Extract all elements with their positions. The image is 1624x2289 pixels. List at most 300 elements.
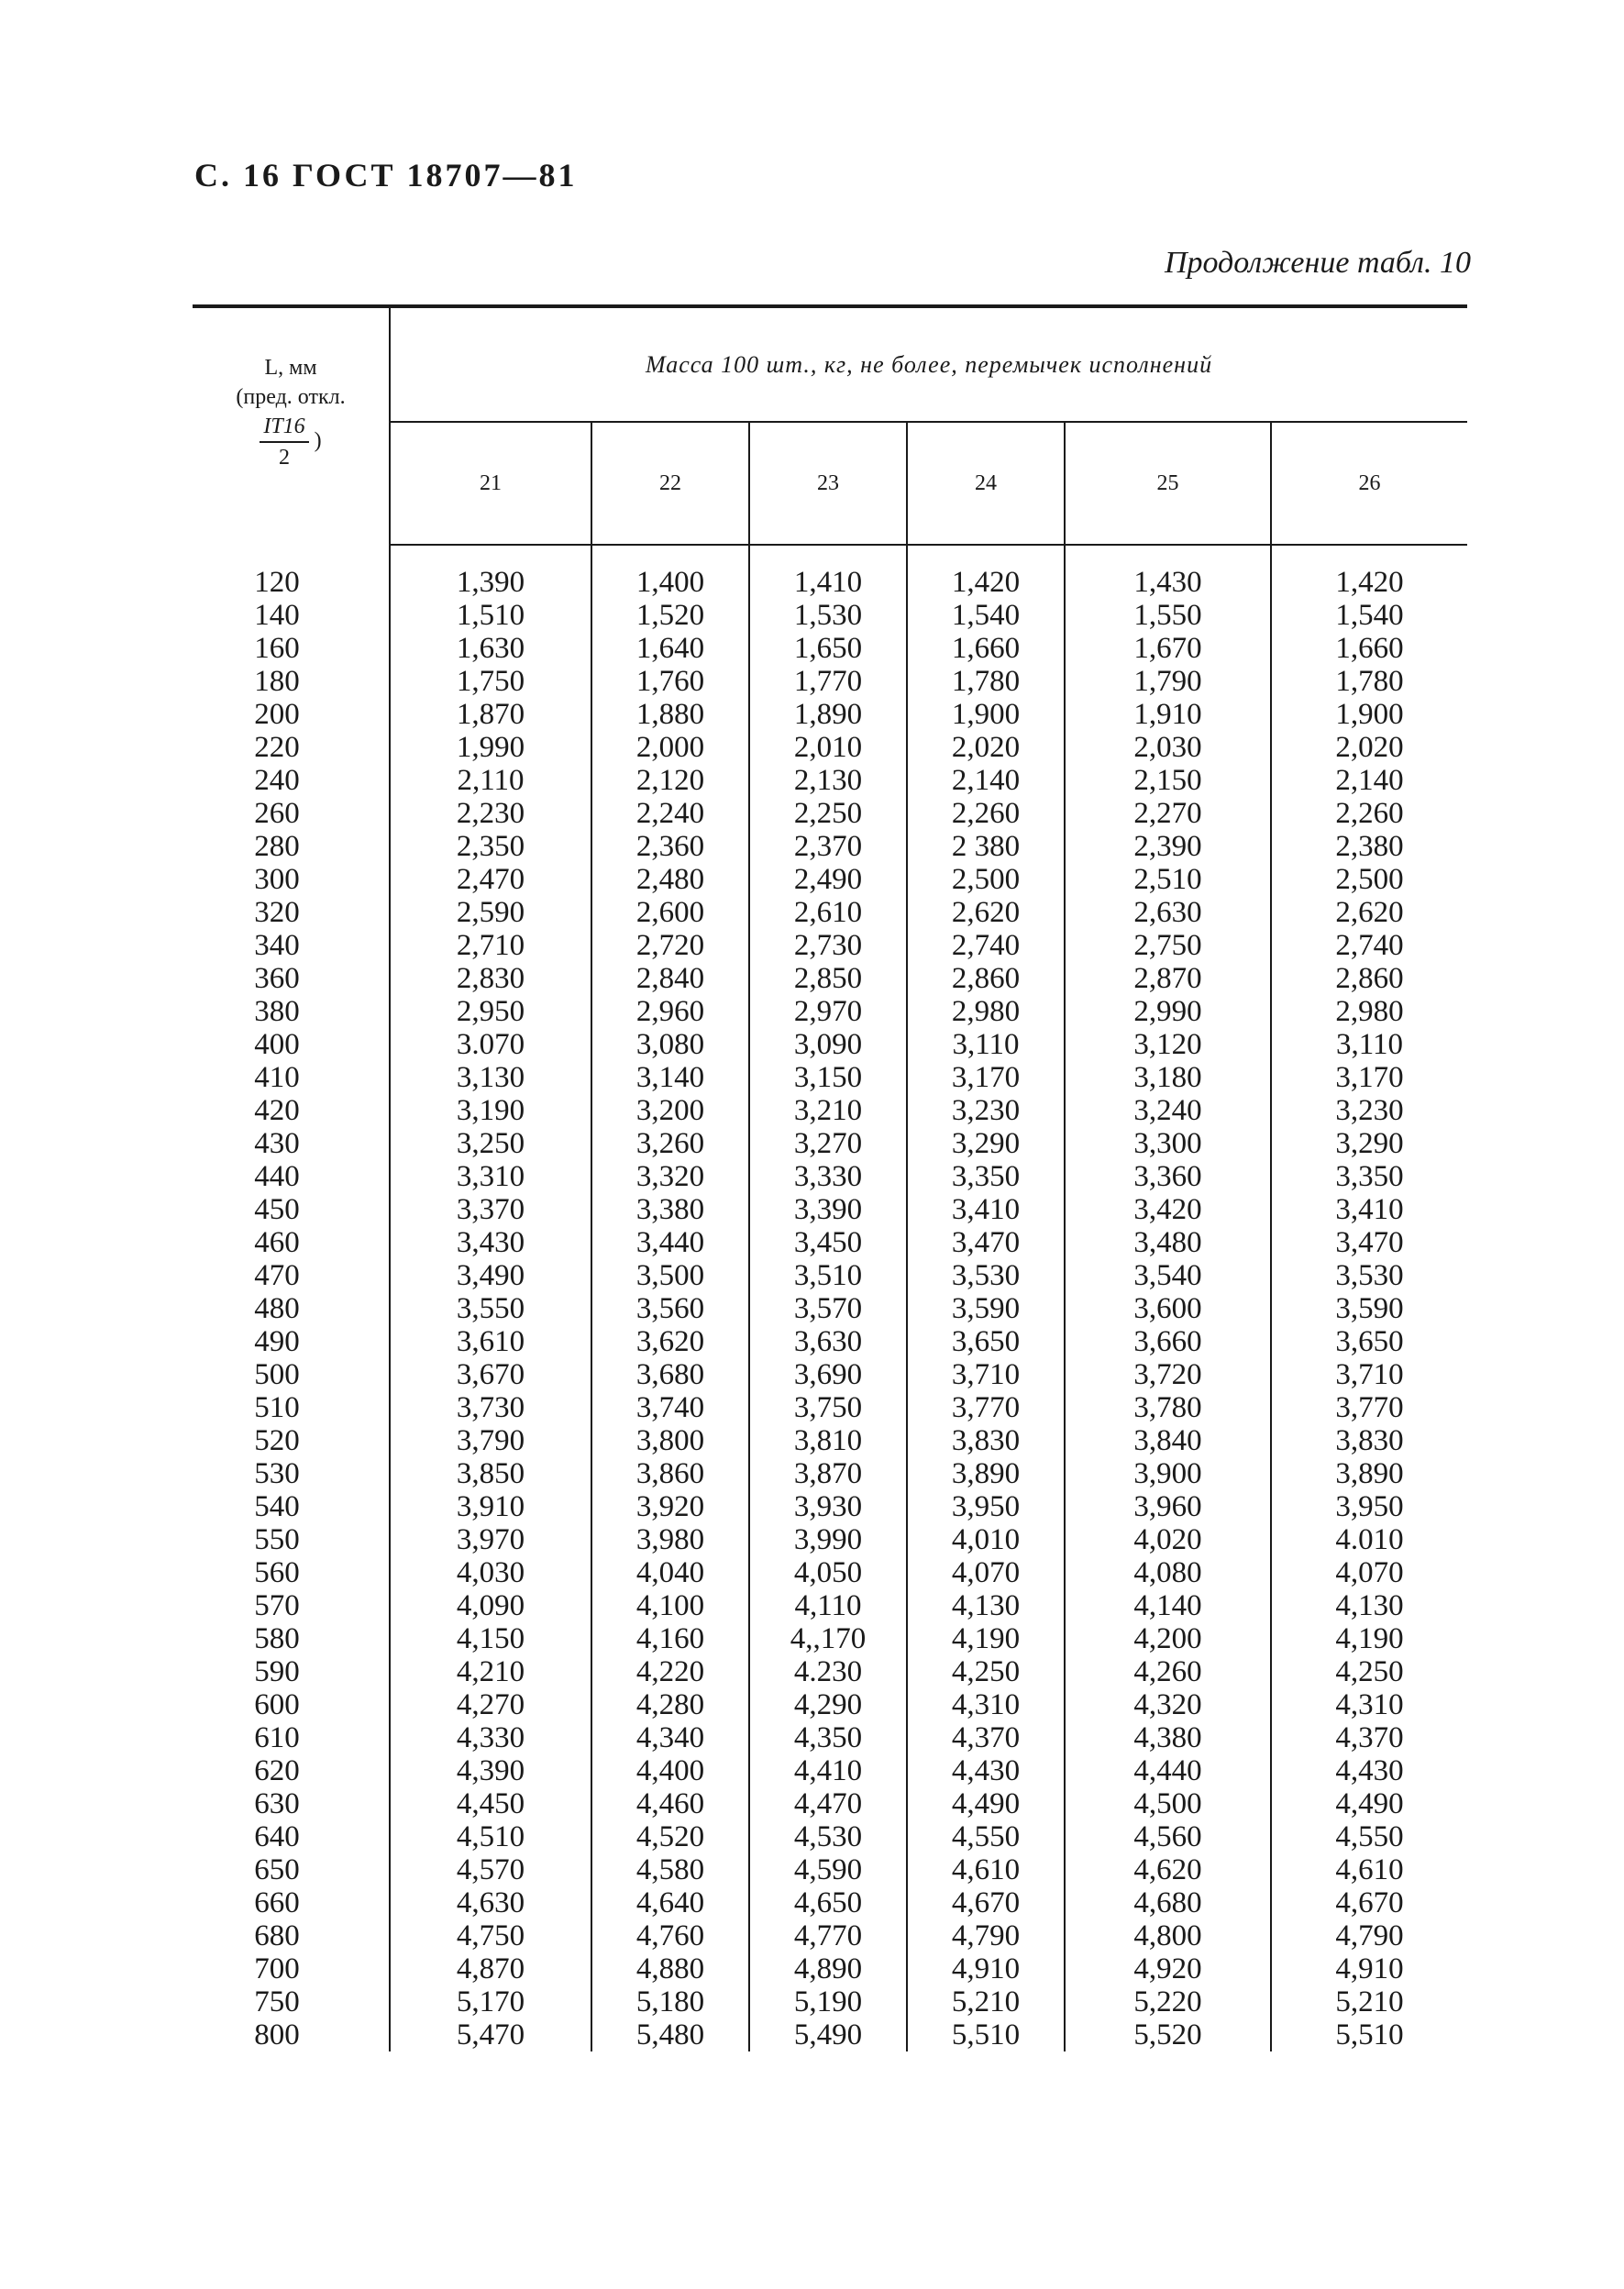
mass-cell: 5,220 — [1065, 1985, 1271, 2018]
table-row — [193, 1358, 1467, 1391]
mass-cell: 3,210 — [749, 1094, 907, 1127]
mass-cell: 4,400 — [591, 1754, 749, 1787]
mass-cell: 5,180 — [591, 1985, 749, 2018]
row-length-cell: 480 — [193, 1292, 390, 1325]
table-row — [193, 995, 1467, 1028]
mass-cell: 3,740 — [591, 1391, 749, 1424]
mass-cell: 3,650 — [907, 1325, 1065, 1358]
mass-cell: 3,690 — [749, 1358, 907, 1391]
mass-cell: 2,510 — [1065, 863, 1271, 896]
table-row — [193, 1457, 1467, 1490]
table-row — [193, 1490, 1467, 1523]
mass-cell: 2,730 — [749, 929, 907, 962]
mass-cell: 3,270 — [749, 1127, 907, 1160]
column-header-21: 21 — [390, 422, 591, 545]
row-length-cell: 180 — [193, 665, 390, 698]
mass-cell: 4,080 — [1065, 1556, 1271, 1589]
mass-cell: 1,430 — [1065, 566, 1271, 599]
mass-cell: 4,370 — [1335, 1721, 1404, 1754]
row-length-cell: 600 — [193, 1688, 390, 1721]
mass-cell: 3,830 — [1335, 1424, 1404, 1457]
mass-cell: 4,870 — [390, 1952, 591, 1985]
row-length-cell: 340 — [193, 929, 390, 962]
mass-cell: 2,830 — [390, 962, 591, 995]
mass-cell: 3,260 — [591, 1127, 749, 1160]
mass-cell: 3,490 — [390, 1259, 591, 1292]
mass-cell: 2,870 — [1065, 962, 1271, 995]
mass-cell: 1,770 — [749, 665, 907, 698]
table-row — [193, 1061, 1467, 1094]
table-row — [193, 1787, 1467, 1820]
mass-cell: 3,430 — [390, 1226, 591, 1259]
mass-cell: 2,030 — [1065, 731, 1271, 764]
table-row — [193, 1292, 1467, 1325]
table-row — [193, 566, 1467, 599]
mass-cell: 2,270 — [1065, 797, 1271, 830]
mass-cell: 2,590 — [390, 896, 591, 929]
table-row — [193, 1193, 1467, 1226]
row-length-cell: 430 — [193, 1127, 390, 1160]
mass-cell: 3,330 — [749, 1160, 907, 1193]
mass-cell: 4,610 — [907, 1853, 1065, 1886]
mass-cell: 4,320 — [1065, 1688, 1271, 1721]
mass-cell: 4,,170 — [749, 1622, 907, 1655]
mass-cell: 2,140 — [1335, 764, 1404, 797]
mass-cell: 3,960 — [1065, 1490, 1271, 1523]
mass-cell: 4,040 — [591, 1556, 749, 1589]
mass-cell: 1,880 — [591, 698, 749, 731]
row-length-cell: 530 — [193, 1457, 390, 1490]
mass-cell: 3,890 — [907, 1457, 1065, 1490]
row-length-cell: 260 — [193, 797, 390, 830]
mass-cell: 3,780 — [1065, 1391, 1271, 1424]
mass-cell: 1,640 — [591, 632, 749, 665]
row-length-cell: 640 — [193, 1820, 390, 1853]
row-length-cell: 560 — [193, 1556, 390, 1589]
mass-cell: 3,470 — [1335, 1226, 1404, 1259]
mass-cell: 2,500 — [907, 863, 1065, 896]
mass-cell: 2,740 — [907, 929, 1065, 962]
row-length-cell: 200 — [193, 698, 390, 731]
mass-cell: 4,630 — [390, 1886, 591, 1919]
mass-cell: 1,420 — [1335, 566, 1404, 599]
table-row — [193, 599, 1467, 632]
row-length-cell: 120 — [193, 566, 390, 599]
row-length-cell: 300 — [193, 863, 390, 896]
mass-cell: 5,190 — [749, 1985, 907, 2018]
mass-cell: 2,980 — [907, 995, 1065, 1028]
mass-cell: 4,340 — [591, 1721, 749, 1754]
table-row — [193, 1424, 1467, 1457]
mass-cell: 3,770 — [1335, 1391, 1404, 1424]
mass-cell: 4,790 — [1335, 1919, 1404, 1952]
mass-cell: 4,390 — [390, 1754, 591, 1787]
mass-cell: 1,870 — [390, 698, 591, 731]
mass-cell: 5,210 — [907, 1985, 1065, 2018]
mass-cell: 3,750 — [749, 1391, 907, 1424]
mass-cell: 2,470 — [390, 863, 591, 896]
mass-cell: 1,550 — [1065, 599, 1271, 632]
row-length-cell: 510 — [193, 1391, 390, 1424]
mass-cell: 1,900 — [907, 698, 1065, 731]
row-length-cell: 570 — [193, 1589, 390, 1622]
table-row — [193, 1919, 1467, 1952]
mass-cell: 4,450 — [390, 1787, 591, 1820]
mass-cell: 3,150 — [749, 1061, 907, 1094]
row-length-cell: 550 — [193, 1523, 390, 1556]
mass-cell: 3,370 — [390, 1193, 591, 1226]
table-row — [193, 1655, 1467, 1688]
mass-cell: 4,030 — [390, 1556, 591, 1589]
row-length-cell: 800 — [193, 2018, 390, 2051]
mass-cell: 4,920 — [1065, 1952, 1271, 1985]
mass-cell: 3,380 — [591, 1193, 749, 1226]
mass-cell: 1,540 — [907, 599, 1065, 632]
mass-cell: 3,360 — [1065, 1160, 1271, 1193]
table-row — [193, 929, 1467, 962]
mass-cell: 2,000 — [591, 731, 749, 764]
mass-cell: 4,270 — [390, 1688, 591, 1721]
mass-cell: 4,550 — [907, 1820, 1065, 1853]
mass-cell: 2,260 — [907, 797, 1065, 830]
row-length-cell: 590 — [193, 1655, 390, 1688]
mass-cell: 2,240 — [591, 797, 749, 830]
mass-cell: 3,530 — [907, 1259, 1065, 1292]
table-row — [193, 1556, 1467, 1589]
mass-cell: 4,130 — [907, 1589, 1065, 1622]
mass-cell: 3,570 — [749, 1292, 907, 1325]
table-row — [193, 1325, 1467, 1358]
mass-cell: 3,730 — [390, 1391, 591, 1424]
mass-cell: 1,540 — [1335, 599, 1404, 632]
row-length-cell: 700 — [193, 1952, 390, 1985]
mass-cell: 3,590 — [1335, 1292, 1404, 1325]
mass-cell: 3,530 — [1335, 1259, 1404, 1292]
mass-cell: 5,490 — [749, 2018, 907, 2051]
mass-cell: 3,650 — [1335, 1325, 1404, 1358]
row-length-cell: 440 — [193, 1160, 390, 1193]
mass-cell: 1,630 — [390, 632, 591, 665]
mass-cell: 3,300 — [1065, 1127, 1271, 1160]
mass-cell: 5,470 — [390, 2018, 591, 2051]
mass-cell: 3,200 — [591, 1094, 749, 1127]
mass-cell: 2,620 — [907, 896, 1065, 929]
row-length-cell: 680 — [193, 1919, 390, 1952]
mass-cell: 3,900 — [1065, 1457, 1271, 1490]
mass-cell: 3,450 — [749, 1226, 907, 1259]
mass-cell: 2,960 — [591, 995, 749, 1028]
row-length-cell: 450 — [193, 1193, 390, 1226]
mass-cell: 4,310 — [1335, 1688, 1404, 1721]
mass-cell: 4,190 — [907, 1622, 1065, 1655]
mass-cell: 3,830 — [907, 1424, 1065, 1457]
row-length-cell: 630 — [193, 1787, 390, 1820]
mass-cell: 3,110 — [1336, 1028, 1404, 1061]
mass-cell: 4,460 — [591, 1787, 749, 1820]
mass-cell: 2,140 — [907, 764, 1065, 797]
mass-cell: 4,020 — [1065, 1523, 1271, 1556]
mass-cell: 1,660 — [907, 632, 1065, 665]
table-row — [193, 632, 1467, 665]
mass-cell: 3,110 — [907, 1028, 1065, 1061]
spacer-cell — [193, 545, 390, 566]
mass-cell: 4,770 — [749, 1919, 907, 1952]
mass-cell: 4,090 — [390, 1589, 591, 1622]
table-row — [193, 764, 1467, 797]
mass-cell: 1,420 — [907, 566, 1065, 599]
mass-cell: 3,610 — [390, 1325, 591, 1358]
mass-cell: 2,840 — [591, 962, 749, 995]
mass-cell: 3,290 — [907, 1127, 1065, 1160]
row-length-cell: 520 — [193, 1424, 390, 1457]
stub-header-fraction — [260, 412, 308, 472]
table-row — [193, 863, 1467, 896]
mass-cell: 3,410 — [907, 1193, 1065, 1226]
row-length-cell: 320 — [193, 896, 390, 929]
mass-cell: 1,390 — [390, 566, 591, 599]
row-length-cell: 280 — [193, 830, 390, 863]
mass-cell: 4,590 — [749, 1853, 907, 1886]
column-header-24: 24 — [907, 422, 1065, 545]
mass-cell: 2,620 — [1335, 896, 1404, 929]
mass-cell: 3,390 — [749, 1193, 907, 1226]
mass-cell: 1,760 — [591, 665, 749, 698]
row-length-cell: 160 — [193, 632, 390, 665]
mass-cell: 4,140 — [1065, 1589, 1271, 1622]
mass-cell: 4,290 — [749, 1688, 907, 1721]
mass-cell: 3,140 — [591, 1061, 749, 1094]
mass-cell: 4,490 — [907, 1787, 1065, 1820]
row-length-cell: 620 — [193, 1754, 390, 1787]
mass-cell: 2,120 — [591, 764, 749, 797]
mass-cell: 4.230 — [749, 1655, 907, 1688]
mass-cell: 3,630 — [749, 1325, 907, 1358]
mass-cell: 4,670 — [1335, 1886, 1404, 1919]
table-row — [193, 1094, 1467, 1127]
stub-header-line2: (пред. откл. — [236, 385, 346, 409]
mass-cell: 3,710 — [907, 1358, 1065, 1391]
mass-cell: 3,990 — [749, 1523, 907, 1556]
table-row — [193, 1853, 1467, 1886]
mass-cell: 1,510 — [390, 599, 591, 632]
mass-cell: 2,010 — [749, 731, 907, 764]
mass-cell: 3,540 — [1065, 1259, 1271, 1292]
mass-cell: 2,110 — [390, 764, 591, 797]
mass-cell: 4,430 — [1335, 1754, 1404, 1787]
mass-cell: 1,750 — [390, 665, 591, 698]
mass-cell: 3,910 — [390, 1490, 591, 1523]
mass-cell: 4,550 — [1335, 1820, 1404, 1853]
mass-cell: 4.010 — [1335, 1523, 1404, 1556]
mass-cell: 2,360 — [591, 830, 749, 863]
mass-cell: 2 380 — [907, 830, 1065, 863]
table-row — [193, 731, 1467, 764]
column-header-26: 26 — [1271, 422, 1467, 545]
mass-cell: 3,810 — [749, 1424, 907, 1457]
mass-table-container — [193, 304, 1467, 2051]
mass-cell: 2,950 — [390, 995, 591, 1028]
stub-header — [193, 306, 390, 545]
mass-cell: 1,910 — [1065, 698, 1271, 731]
mass-cell: 4,200 — [1065, 1622, 1271, 1655]
mass-cell: 4,510 — [390, 1820, 591, 1853]
mass-cell: 1,670 — [1065, 632, 1271, 665]
spacer-cell — [1271, 545, 1467, 566]
mass-cell: 3,680 — [591, 1358, 749, 1391]
mass-cell: 4,500 — [1065, 1787, 1271, 1820]
table-row — [193, 1523, 1467, 1556]
column-header-25: 25 — [1065, 422, 1271, 545]
row-length-cell: 360 — [193, 962, 390, 995]
mass-cell: 4,470 — [749, 1787, 907, 1820]
mass-cell: 2,380 — [1335, 830, 1404, 863]
table-row — [193, 1952, 1467, 1985]
table-row — [193, 1688, 1467, 1721]
mass-cell: 3,350 — [1335, 1160, 1404, 1193]
row-length-cell: 660 — [193, 1886, 390, 1919]
mass-cell: 4,010 — [907, 1523, 1065, 1556]
mass-cell: 1,530 — [749, 599, 907, 632]
table-row — [193, 830, 1467, 863]
mass-cell: 4,110 — [749, 1589, 907, 1622]
mass-cell: 2,480 — [591, 863, 749, 896]
mass-cell: 4,800 — [1065, 1919, 1271, 1952]
mass-cell: 4,890 — [749, 1952, 907, 1985]
table-row — [193, 797, 1467, 830]
table-row — [193, 1886, 1467, 1919]
table-row — [193, 2018, 1467, 2051]
mass-cell: 5,520 — [1065, 2018, 1271, 2051]
mass-cell: 1,790 — [1065, 665, 1271, 698]
row-length-cell: 410 — [193, 1061, 390, 1094]
mass-cell: 1,780 — [907, 665, 1065, 698]
row-length-cell: 460 — [193, 1226, 390, 1259]
mass-cell: 4,310 — [907, 1688, 1065, 1721]
mass-cell: 4,880 — [591, 1952, 749, 1985]
mass-cell: 3,710 — [1335, 1358, 1404, 1391]
mass-cell: 1,650 — [749, 632, 907, 665]
mass-cell: 2,720 — [591, 929, 749, 962]
mass-cell: 3,870 — [749, 1457, 907, 1490]
mass-cell: 3,600 — [1065, 1292, 1271, 1325]
mass-cell: 2,740 — [1335, 929, 1404, 962]
mass-cell: 4,610 — [1335, 1853, 1404, 1886]
stub-header-fraction-denominator: 2 — [279, 446, 290, 470]
mass-cell: 4,670 — [907, 1886, 1065, 1919]
mass-cell: 3,770 — [907, 1391, 1065, 1424]
row-length-cell: 470 — [193, 1259, 390, 1292]
mass-cell: 4,580 — [591, 1853, 749, 1886]
mass-cell: 5,510 — [907, 2018, 1065, 2051]
mass-cell: 4,070 — [1335, 1556, 1404, 1589]
mass-cell: 3,170 — [907, 1061, 1065, 1094]
mass-cell: 3,980 — [591, 1523, 749, 1556]
mass-cell: 3,180 — [1065, 1061, 1271, 1094]
mass-cell: 2,130 — [749, 764, 907, 797]
mass-cell: 3,670 — [390, 1358, 591, 1391]
table-spacer-row — [193, 545, 1467, 566]
row-length-cell: 400 — [193, 1028, 390, 1061]
mass-cell: 4,380 — [1065, 1721, 1271, 1754]
mass-cell: 4,640 — [591, 1886, 749, 1919]
mass-cell: 3,590 — [907, 1292, 1065, 1325]
column-header-22: 22 — [591, 422, 749, 545]
mass-cell: 3,170 — [1335, 1061, 1404, 1094]
column-header-23: 23 — [749, 422, 907, 545]
mass-cell: 4,250 — [1335, 1655, 1404, 1688]
row-length-cell: 750 — [193, 1985, 390, 2018]
mass-cell: 3,480 — [1065, 1226, 1271, 1259]
table-row — [193, 665, 1467, 698]
row-length-cell: 240 — [193, 764, 390, 797]
mass-cell: 3,920 — [591, 1490, 749, 1523]
row-length-cell: 650 — [193, 1853, 390, 1886]
table-body — [193, 545, 1467, 2051]
mass-cell: 2,630 — [1065, 896, 1271, 929]
mass-cell: 4,910 — [1335, 1952, 1404, 1985]
mass-cell: 2,610 — [749, 896, 907, 929]
mass-cell: 5,510 — [1335, 2018, 1404, 2051]
table-row — [193, 1721, 1467, 1754]
mass-cell: 3,310 — [390, 1160, 591, 1193]
mass-cell: 3,470 — [907, 1226, 1065, 1259]
mass-cell: 2,500 — [1335, 863, 1404, 896]
mass-cell: 4,910 — [907, 1952, 1065, 1985]
table-row — [193, 962, 1467, 995]
table-row — [193, 1589, 1467, 1622]
mass-cell: 4,760 — [591, 1919, 749, 1952]
mass-cell: 1,400 — [591, 566, 749, 599]
mass-cell: 4,150 — [390, 1622, 591, 1655]
mass-cell: 3,660 — [1065, 1325, 1271, 1358]
table-row — [193, 1127, 1467, 1160]
table-row — [193, 1391, 1467, 1424]
mass-cell: 4,130 — [1335, 1589, 1404, 1622]
table-row — [193, 1820, 1467, 1853]
stub-header-close: ) — [314, 428, 322, 453]
mass-cell: 3,440 — [591, 1226, 749, 1259]
mass-cell: 4,440 — [1065, 1754, 1271, 1787]
mass-cell: 4,250 — [907, 1655, 1065, 1688]
mass-cell: 4,280 — [591, 1688, 749, 1721]
mass-cell: 3,250 — [390, 1127, 591, 1160]
mass-cell: 4,490 — [1335, 1787, 1404, 1820]
table-row — [193, 1160, 1467, 1193]
mass-cell: 3,560 — [591, 1292, 749, 1325]
mass-cell: 3,950 — [1335, 1490, 1404, 1523]
mass-cell: 3,620 — [591, 1325, 749, 1358]
mass-cell: 4,650 — [749, 1886, 907, 1919]
mass-cell: 3,720 — [1065, 1358, 1271, 1391]
mass-cell: 4,160 — [591, 1622, 749, 1655]
table-continuation-label: Продолжение табл. 10 — [1164, 246, 1471, 280]
mass-cell: 1,990 — [390, 731, 591, 764]
mass-cell: 3,320 — [591, 1160, 749, 1193]
page-header: С. 16 ГОСТ 18707—81 — [194, 157, 578, 194]
mass-cell: 3,290 — [1335, 1127, 1404, 1160]
mass-cell: 4,220 — [591, 1655, 749, 1688]
spacer-cell — [1065, 545, 1271, 566]
mass-cell: 2,230 — [390, 797, 591, 830]
mass-cell: 2,860 — [1335, 962, 1404, 995]
spacer-cell — [591, 545, 749, 566]
mass-cell: 2,370 — [749, 830, 907, 863]
mass-cell: 3,800 — [591, 1424, 749, 1457]
mass-cell: 3.070 — [390, 1028, 591, 1061]
mass-cell: 3,970 — [390, 1523, 591, 1556]
mass-cell: 4,680 — [1065, 1886, 1271, 1919]
mass-cell: 4,530 — [749, 1820, 907, 1853]
